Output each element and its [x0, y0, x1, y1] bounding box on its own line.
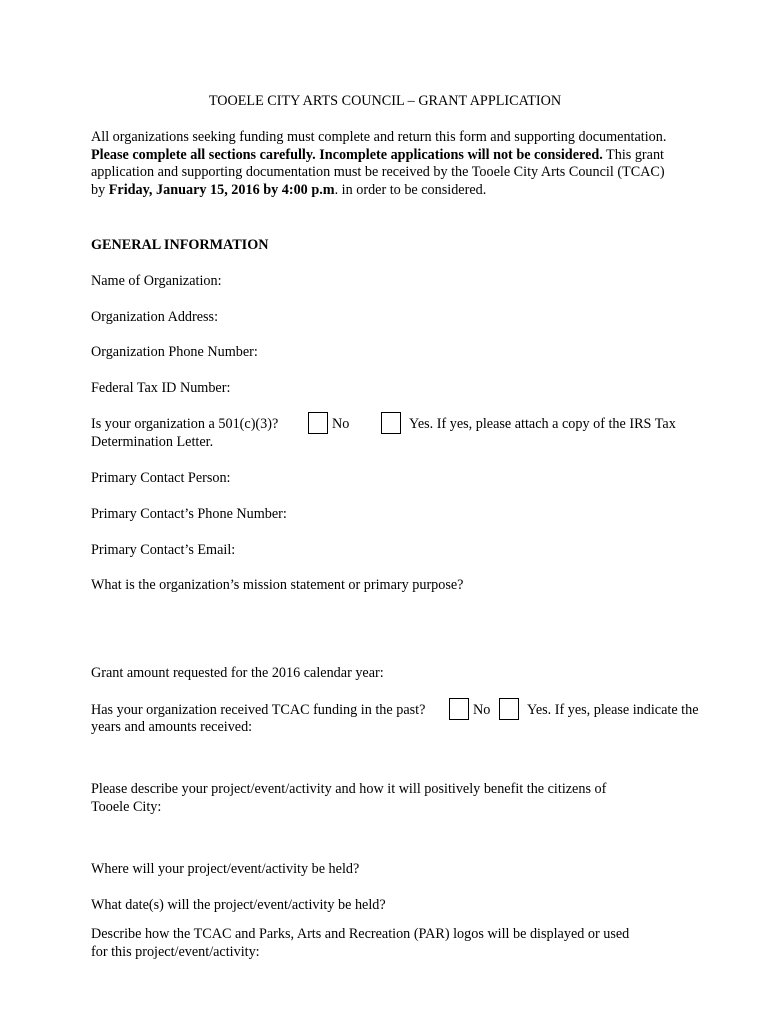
- section-heading-general: GENERAL INFORMATION: [91, 237, 269, 253]
- field-label-contact-phone: Primary Contact’s Phone Number:: [91, 506, 287, 522]
- option-past-funding-yes-label: Yes. If yes, please indicate the: [527, 702, 699, 718]
- checkbox-501c3-yes[interactable]: [381, 412, 401, 434]
- field-label-org-phone: Organization Phone Number:: [91, 344, 258, 360]
- field-label-org-name: Name of Organization:: [91, 273, 222, 289]
- checkbox-past-funding-no[interactable]: [449, 698, 469, 720]
- field-label-contact-person: Primary Contact Person:: [91, 470, 231, 486]
- question-describe-project: Please describe your project/event/activity and how it will positively benefit the citizens of: [91, 781, 607, 797]
- question-mission: What is the organization’s mission statement or primary purpose?: [91, 577, 464, 593]
- intro-text-2: This grant application and supporting documentation must be received by the Tooele City Arts Council (TCAC) by: [91, 146, 665, 198]
- option-501c3-no-label: No: [332, 416, 350, 432]
- question-past-funding-continued: years and amounts received:: [91, 719, 253, 735]
- intro-bold-instruction: Please complete all sections carefully. Incomplete applications will not be considered.: [91, 146, 603, 163]
- field-label-org-address: Organization Address:: [91, 309, 219, 325]
- option-501c3-yes-label: Yes. If yes, please attach a copy of the IRS Tax: [409, 416, 676, 432]
- intro-deadline: Friday, January 15, 2016 by 4:00 p.m: [108, 181, 335, 198]
- field-label-tax-id: Federal Tax ID Number:: [91, 380, 231, 396]
- document-title: TOOELE CITY ARTS COUNCIL – GRANT APPLICATION: [208, 93, 562, 109]
- checkbox-501c3-no[interactable]: [308, 412, 328, 434]
- question-describe-project-continued: Tooele City:: [91, 799, 162, 815]
- question-where-held: Where will your project/event/activity be held?: [91, 861, 360, 877]
- field-label-contact-email: Primary Contact’s Email:: [91, 542, 236, 558]
- option-past-funding-no-label: No: [473, 702, 491, 718]
- question-501c3-continued: Determination Letter.: [91, 434, 214, 450]
- question-logos: Describe how the TCAC and Parks, Arts and Recreation (PAR) logos will be displayed or used: [91, 926, 630, 942]
- intro-paragraph: [91, 129, 681, 199]
- field-label-grant-amount: Grant amount requested for the 2016 calendar year:: [91, 665, 384, 681]
- question-logos-continued: for this project/event/activity:: [91, 944, 260, 960]
- question-501c3: Is your organization a 501(c)(3)?: [91, 416, 279, 432]
- checkbox-past-funding-yes[interactable]: [499, 698, 519, 720]
- question-dates-held: What date(s) will the project/event/activity be held?: [91, 897, 386, 913]
- intro-text-1: All organizations seeking funding must complete and return this form and supporting documentation.: [91, 129, 667, 145]
- question-past-funding: Has your organization received TCAC funding in the past?: [91, 702, 426, 718]
- intro-text-3: . in order to be considered.: [334, 181, 487, 198]
